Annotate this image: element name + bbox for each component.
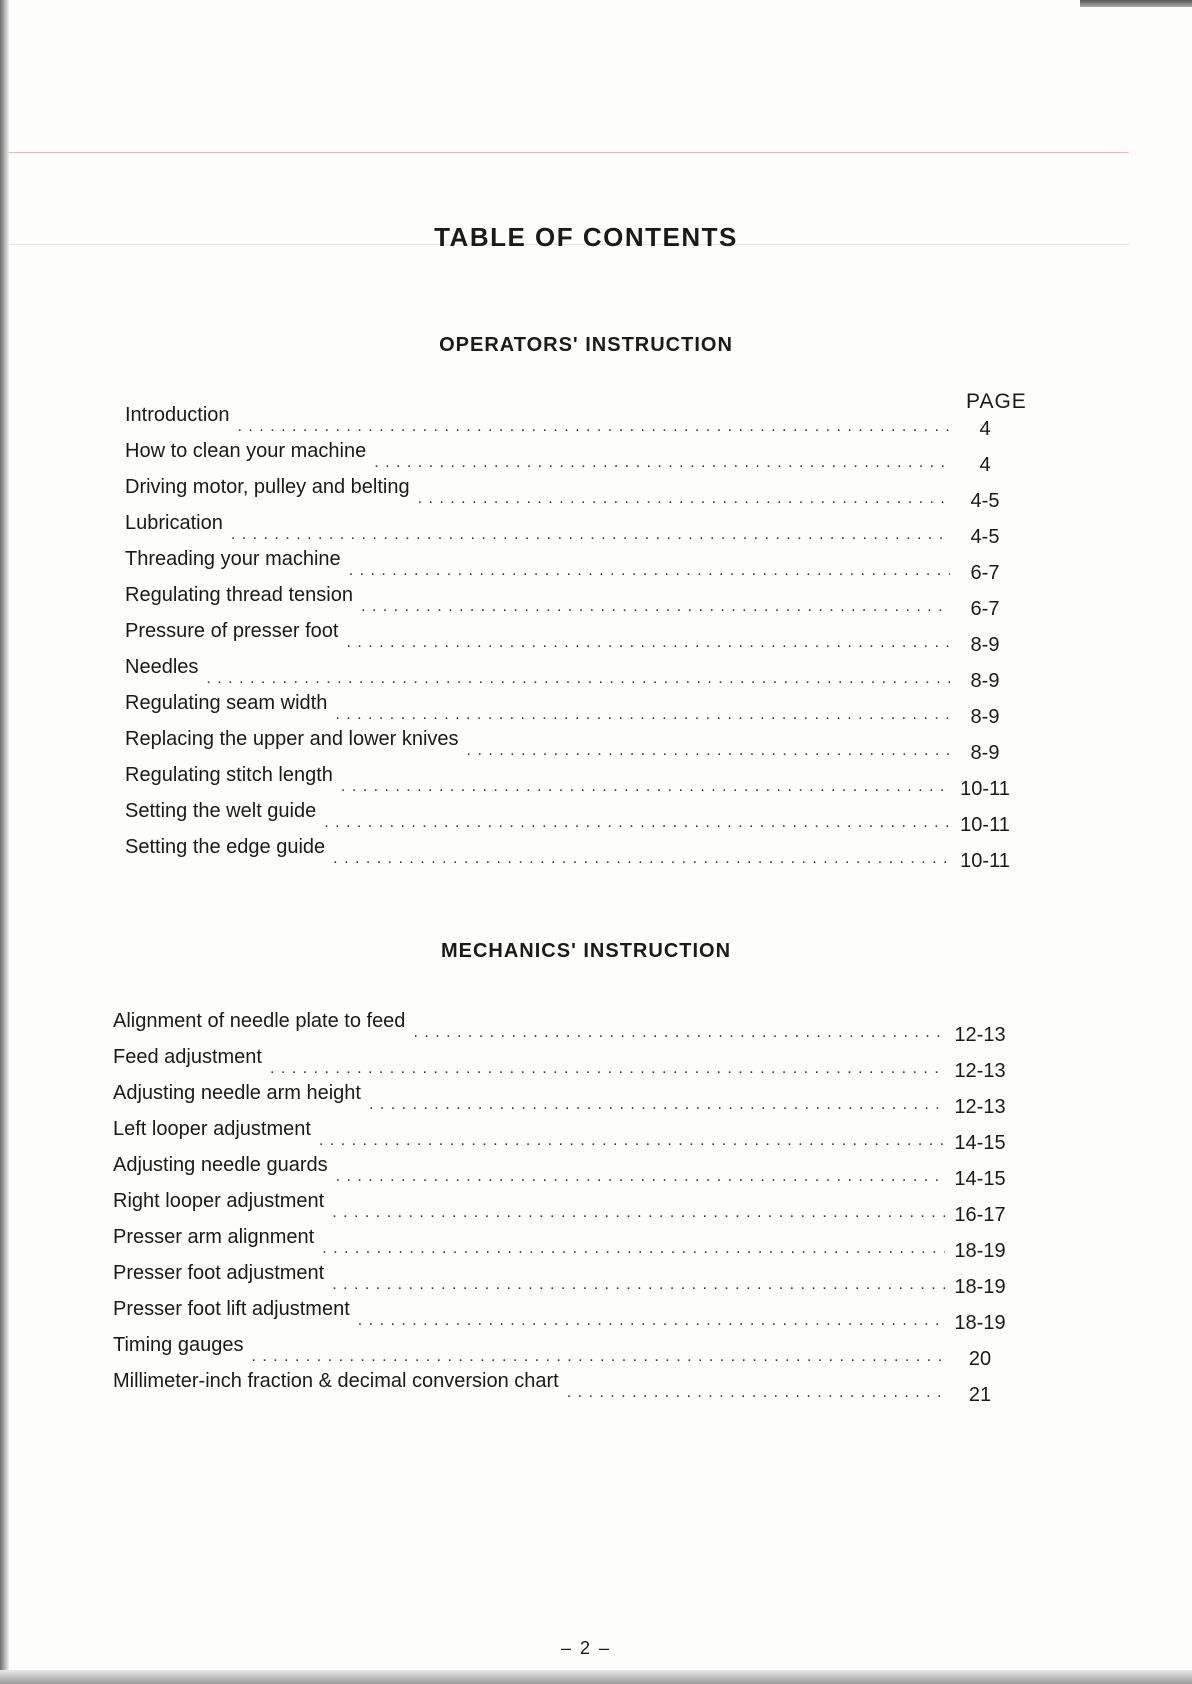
scan-edge-bottom — [0, 1670, 1192, 1684]
toc-entry-label: Replacing the upper and lower knives — [125, 728, 459, 750]
toc-entry[interactable] — [113, 1370, 1015, 1406]
toc-entry-label: Timing gauges — [113, 1334, 244, 1356]
toc-entry-page: 18-19 — [954, 1312, 1006, 1334]
toc-list-mechanics — [113, 1010, 1015, 1406]
toc-entry-label: Driving motor, pulley and belting — [125, 476, 410, 498]
toc-entry[interactable] — [125, 728, 1020, 764]
dot-leader — [231, 526, 950, 544]
toc-entry-label: Regulating stitch length — [125, 764, 333, 786]
section-heading-operators: OPERATORS' INSTRUCTION — [439, 334, 733, 356]
toc-entry-page: 12-13 — [954, 1060, 1006, 1082]
toc-entry[interactable] — [113, 1082, 1015, 1118]
toc-entry-page: 8-9 — [970, 706, 1000, 728]
toc-entry-page: 6-7 — [970, 562, 1000, 584]
toc-entry-label: Pressure of presser foot — [125, 620, 339, 642]
dot-leader — [270, 1060, 945, 1078]
toc-entry-page: 6-7 — [970, 598, 1000, 620]
dot-leader — [333, 850, 950, 868]
dot-leader — [346, 634, 950, 652]
toc-entry-label: Regulating seam width — [125, 692, 328, 714]
toc-entry[interactable] — [113, 1226, 1015, 1262]
toc-entry-page: 18-19 — [954, 1240, 1006, 1262]
scan-edge-top — [1080, 0, 1192, 7]
toc-entry-label: Introduction — [125, 404, 230, 426]
toc-entry-page: 12-13 — [954, 1024, 1006, 1046]
page-rule — [9, 152, 1129, 153]
toc-entry[interactable] — [125, 512, 1020, 548]
toc-entry[interactable] — [125, 692, 1020, 728]
dot-leader — [332, 1276, 945, 1294]
toc-entry-label: Adjusting needle arm height — [113, 1082, 361, 1104]
dot-leader — [332, 1204, 945, 1222]
toc-entry-label: Adjusting needle guards — [113, 1154, 328, 1176]
toc-entry[interactable] — [113, 1154, 1015, 1190]
toc-entry-label: How to clean your machine — [125, 440, 367, 462]
toc-entry-page: 8-9 — [970, 670, 1000, 692]
dot-leader — [335, 706, 950, 724]
toc-entry[interactable] — [125, 764, 1020, 800]
toc-entry-page: 4-5 — [970, 526, 1000, 548]
toc-entry[interactable] — [125, 620, 1020, 656]
toc-entry[interactable] — [113, 1298, 1015, 1334]
dot-leader — [251, 1348, 945, 1366]
toc-entry-label: Regulating thread tension — [125, 584, 353, 606]
toc-entry-page: 16-17 — [954, 1204, 1006, 1226]
dot-leader — [369, 1096, 945, 1114]
toc-entry[interactable] — [113, 1010, 1015, 1046]
toc-entry-page: 14-15 — [954, 1132, 1006, 1154]
toc-entry-page: 18-19 — [954, 1276, 1006, 1298]
toc-list-operators — [125, 404, 1020, 872]
dot-leader — [567, 1384, 945, 1402]
toc-entry-label: Alignment of needle plate to feed — [113, 1010, 406, 1032]
toc-entry-page: 4 — [979, 418, 991, 440]
toc-entry[interactable] — [113, 1118, 1015, 1154]
toc-entry-label: Setting the edge guide — [125, 836, 326, 858]
dot-leader — [336, 1168, 945, 1186]
toc-entry-label: Lubrication — [125, 512, 223, 534]
toc-entry-label: Presser foot lift adjustment — [113, 1298, 350, 1320]
page-title: TABLE OF CONTENTS — [434, 222, 738, 252]
dot-leader — [358, 1312, 945, 1330]
dot-leader — [467, 742, 950, 760]
toc-entry[interactable] — [113, 1046, 1015, 1082]
toc-entry-page: 21 — [968, 1384, 992, 1406]
toc-entry-page: 4 — [979, 454, 991, 476]
dot-leader — [324, 814, 950, 832]
toc-entry[interactable] — [125, 800, 1020, 836]
toc-entry-label: Threading your machine — [125, 548, 341, 570]
page-column-header: PAGE — [966, 390, 1027, 413]
toc-entry[interactable] — [125, 440, 1020, 476]
toc-entry-page: 20 — [968, 1348, 992, 1370]
toc-entry-label: Millimeter-inch fraction & decimal conversion chart — [113, 1370, 559, 1392]
dot-leader — [374, 454, 950, 472]
toc-entry-label: Setting the welt guide — [125, 800, 317, 822]
toc-entry[interactable] — [125, 836, 1020, 872]
toc-entry-label: Left looper adjustment — [113, 1118, 311, 1140]
dot-leader — [206, 670, 950, 688]
toc-entry-page: 10-11 — [960, 778, 1010, 800]
toc-entry[interactable] — [113, 1190, 1015, 1226]
dot-leader — [361, 598, 950, 616]
toc-entry-page: 14-15 — [954, 1168, 1006, 1190]
dot-leader — [349, 562, 950, 580]
dot-leader — [341, 778, 950, 796]
toc-entry-label: Presser arm alignment — [113, 1226, 315, 1248]
toc-entry[interactable] — [125, 584, 1020, 620]
dot-leader — [319, 1132, 945, 1150]
dot-leader — [238, 418, 950, 436]
toc-entry[interactable] — [125, 548, 1020, 584]
dot-leader — [322, 1240, 945, 1258]
toc-entry-label: Needles — [125, 656, 199, 678]
toc-entry-page: 10-11 — [960, 850, 1010, 872]
toc-entry[interactable] — [125, 476, 1020, 512]
page-number: – 2 – — [560, 1638, 612, 1658]
toc-entry[interactable] — [125, 656, 1020, 692]
dot-leader — [413, 1024, 945, 1042]
dot-leader — [418, 490, 950, 508]
toc-entry-page: 8-9 — [970, 634, 1000, 656]
section-heading-mechanics: MECHANICS' INSTRUCTION — [440, 940, 732, 962]
toc-entry-page: 8-9 — [970, 742, 1000, 764]
toc-entry[interactable] — [113, 1334, 1015, 1370]
toc-entry[interactable] — [113, 1262, 1015, 1298]
toc-entry-page: 12-13 — [954, 1096, 1006, 1118]
toc-entry-label: Presser foot adjustment — [113, 1262, 325, 1284]
toc-entry[interactable] — [125, 404, 1020, 440]
toc-entry-page: 10-11 — [960, 814, 1010, 836]
toc-entry-label: Feed adjustment — [113, 1046, 262, 1068]
toc-entry-label: Right looper adjustment — [113, 1190, 325, 1212]
toc-entry-page: 4-5 — [970, 490, 1000, 512]
